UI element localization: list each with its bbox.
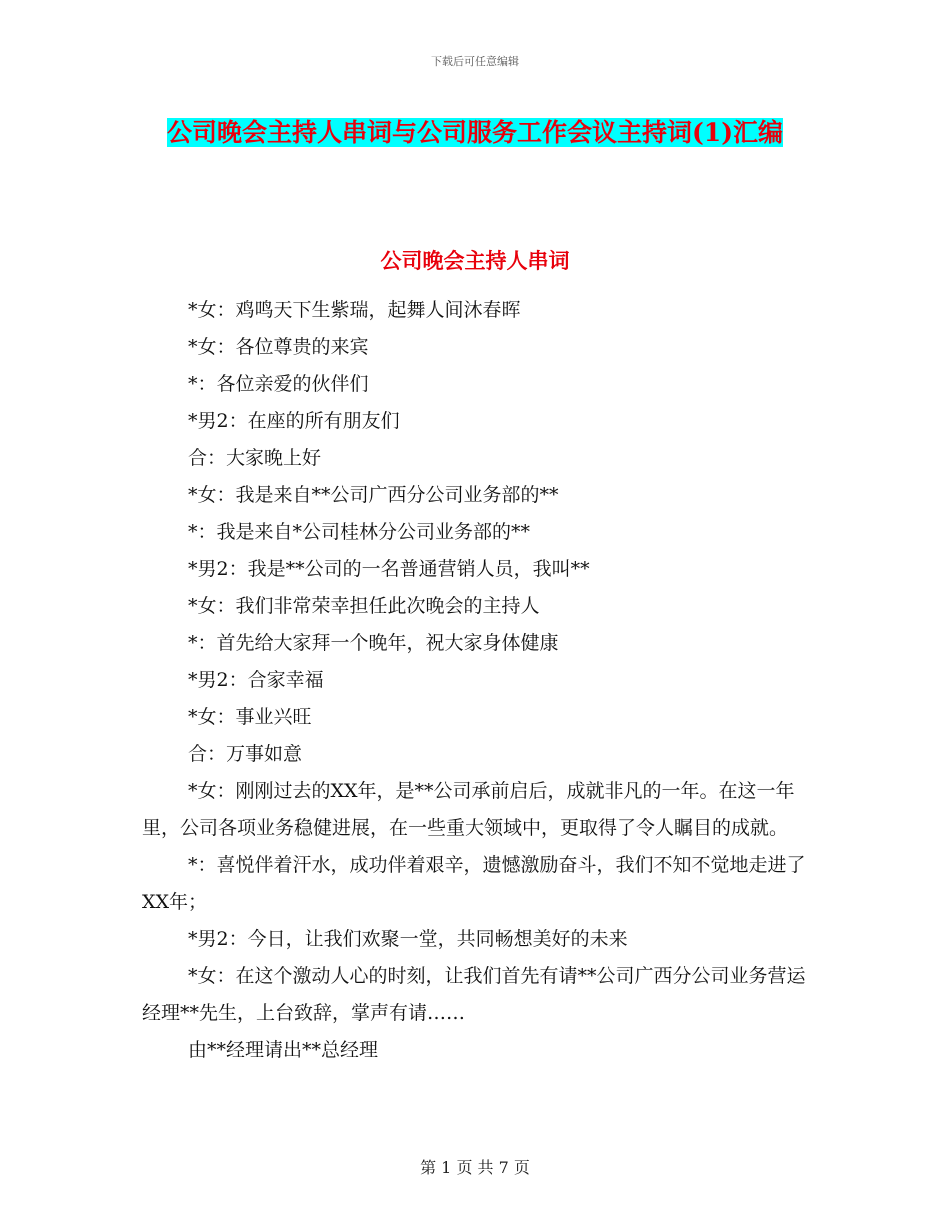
paragraph: *：喜悦伴着汗水，成功伴着艰辛，遗憾激励奋斗，我们不知不觉地走进了XX年； bbox=[142, 854, 806, 913]
document-body bbox=[142, 292, 810, 1069]
paragraph: 由**经理请出**总经理 bbox=[188, 1039, 379, 1061]
paragraph: *女：在这个激动人心的时刻，让我们首先有请**公司广西分公司业务营运经理**先生，上台致辞，掌声有请…… bbox=[142, 965, 806, 1024]
page-footer: 第 1 页 共 7 页 bbox=[420, 1158, 530, 1177]
document-title-text: 公司晚会主持人串词与公司服务工作会议主持词(1)汇编 bbox=[166, 118, 784, 147]
paragraph: *男2：在座的所有朋友们 bbox=[188, 410, 400, 432]
paragraph: 合：大家晚上好 bbox=[188, 447, 322, 469]
paragraph: *男2：我是**公司的一名普通营销人员，我叫** bbox=[188, 558, 590, 580]
paragraph: *女：刚刚过去的XX年，是**公司承前启后，成就非凡的一年。在这一年里，公司各项业务稳健进展，在一些重大领域中，更取得了令人瞩目的成就。 bbox=[142, 780, 795, 839]
paragraph: *：我是来自*公司桂林分公司业务部的** bbox=[188, 521, 531, 543]
header-note: 下载后可任意编辑 bbox=[431, 55, 519, 68]
section-subtitle: 公司晚会主持人串词 bbox=[380, 248, 570, 273]
paragraph: *女：鸡鸣天下生紫瑞，起舞人间沐春晖 bbox=[188, 299, 521, 321]
document-title bbox=[140, 110, 810, 156]
paragraph: *女：各位尊贵的来宾 bbox=[188, 336, 369, 358]
paragraph: *男2：合家幸福 bbox=[188, 669, 324, 691]
paragraph: *：各位亲爱的伙伴们 bbox=[188, 373, 369, 395]
paragraph: *男2：今日，让我们欢聚一堂，共同畅想美好的未来 bbox=[188, 928, 628, 950]
paragraph: *：首先给大家拜一个晚年，祝大家身体健康 bbox=[188, 632, 559, 654]
paragraph: 合：万事如意 bbox=[188, 743, 303, 765]
paragraph: *女：事业兴旺 bbox=[188, 706, 312, 728]
paragraph: *女：我是来自**公司广西分公司业务部的** bbox=[188, 484, 559, 506]
paragraph: *女：我们非常荣幸担任此次晚会的主持人 bbox=[188, 595, 540, 617]
